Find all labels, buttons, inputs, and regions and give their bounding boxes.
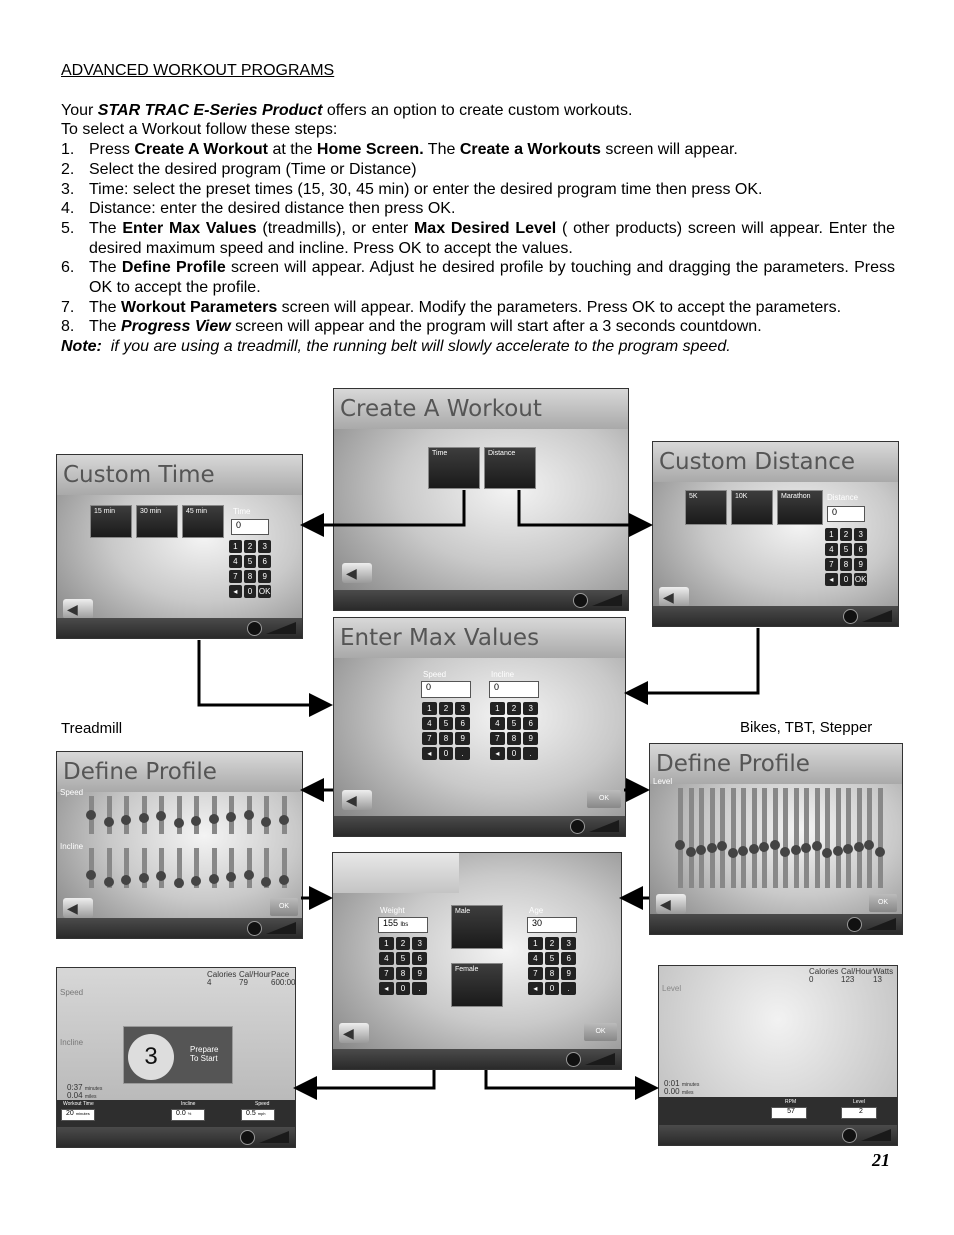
- intro-line: Your STAR TRAC E-Series Product offers an option to create custom workouts.: [61, 101, 633, 119]
- key-button[interactable]: 6: [455, 717, 470, 730]
- key-button[interactable]: 4: [229, 555, 242, 568]
- rpm-label: RPM: [785, 1099, 797, 1105]
- calories-value: 0: [809, 975, 814, 984]
- slider-knob[interactable]: [139, 813, 149, 823]
- status-bar: [57, 918, 302, 938]
- level-ctrl-field[interactable]: 2: [841, 1107, 877, 1119]
- key-button[interactable]: 5: [244, 555, 257, 568]
- calhour-label: Cal/Hour: [841, 967, 873, 976]
- key-button[interactable]: 7: [528, 967, 543, 980]
- weight-keypad: [379, 937, 427, 995]
- incline-field[interactable]: 0: [489, 681, 539, 698]
- speed-graph-label: Speed: [60, 988, 84, 997]
- key-button[interactable]: 8: [396, 967, 411, 980]
- profile-slider[interactable]: [247, 796, 252, 834]
- key-button[interactable]: 4: [528, 952, 543, 965]
- ok-button[interactable]: OK: [584, 1023, 617, 1041]
- profile-slider[interactable]: [731, 788, 736, 888]
- caption-treadmill: Treadmill: [61, 720, 123, 737]
- status-bar: [659, 1125, 897, 1145]
- slider-knob[interactable]: [244, 810, 254, 820]
- speed-ctrl-label: Speed: [255, 1101, 270, 1107]
- slider-knob[interactable]: [191, 816, 201, 826]
- key-button[interactable]: 6: [412, 952, 427, 965]
- slider-knob[interactable]: [812, 841, 822, 851]
- key-button[interactable]: 1: [229, 540, 242, 553]
- screen-title: Custom Distance: [653, 442, 898, 482]
- slider-knob[interactable]: [717, 841, 727, 851]
- control-strip: [57, 1100, 295, 1127]
- calories-label: Calories: [809, 967, 839, 976]
- status-bar: [57, 618, 302, 638]
- profile-slider[interactable]: [282, 848, 287, 888]
- slider-knob[interactable]: [675, 840, 685, 850]
- profile-slider[interactable]: [794, 788, 799, 888]
- preset-15-button[interactable]: 15 min: [90, 505, 132, 538]
- slider-knob[interactable]: [833, 846, 843, 856]
- slider-knob[interactable]: [738, 846, 748, 856]
- preset-45-button[interactable]: 45 min: [182, 505, 224, 538]
- elapsed-time: 0:01 minutes: [664, 1079, 700, 1088]
- key-button[interactable]: 7: [825, 558, 838, 571]
- workout-time-field[interactable]: 20 minutes: [61, 1109, 95, 1121]
- slider-knob[interactable]: [261, 817, 271, 827]
- page-number: 21: [872, 1150, 890, 1170]
- slider-knob[interactable]: [279, 875, 289, 885]
- status-bar: [650, 914, 902, 934]
- key-button[interactable]: 7: [490, 732, 505, 745]
- step-8: 8. The Progress View screen will appear and the program will start after a 3 seconds countdown.: [61, 318, 762, 336]
- profile-slider[interactable]: [836, 788, 841, 888]
- workout-time-label: Workout Time: [63, 1101, 94, 1107]
- age-field[interactable]: 30: [527, 917, 577, 933]
- weight-field[interactable]: 155 lbs: [378, 917, 428, 933]
- time-field[interactable]: 0: [231, 519, 269, 535]
- slider-knob[interactable]: [843, 844, 853, 854]
- key-button[interactable]: 0: [507, 747, 522, 760]
- screen-progress-bike: [658, 965, 898, 1146]
- profile-slider[interactable]: [783, 788, 788, 888]
- pace-label: Pace: [271, 970, 290, 979]
- profile-slider[interactable]: [710, 788, 715, 888]
- slider-knob[interactable]: [770, 840, 780, 850]
- key-button[interactable]: .: [561, 982, 576, 995]
- ok-button[interactable]: OK: [270, 898, 298, 916]
- distance: 0.04 miles: [67, 1091, 97, 1100]
- status-bar: [57, 1127, 295, 1147]
- profile-slider[interactable]: [804, 788, 809, 888]
- countdown-panel: [123, 1026, 233, 1084]
- screen-max-values: [333, 617, 626, 837]
- key-button[interactable]: ◂: [528, 982, 543, 995]
- incline-label: Incline: [491, 670, 515, 679]
- status-bar: [333, 1049, 621, 1069]
- key-button[interactable]: 3: [561, 937, 576, 950]
- countdown-number: 3: [128, 1034, 174, 1080]
- slider-knob[interactable]: [780, 847, 790, 857]
- slider-knob[interactable]: [226, 812, 236, 822]
- profile-slider[interactable]: [282, 796, 287, 834]
- profile-slider[interactable]: [194, 796, 199, 834]
- profile-slider[interactable]: [142, 796, 147, 834]
- profile-slider[interactable]: [815, 788, 820, 888]
- key-button[interactable]: 9: [561, 967, 576, 980]
- steps-list: [61, 140, 895, 337]
- age-label: Age: [529, 906, 544, 915]
- key-button[interactable]: 5: [545, 952, 560, 965]
- section-heading: ADVANCED WORKOUT PROGRAMS: [61, 62, 335, 79]
- slider-knob[interactable]: [174, 818, 184, 828]
- speed-label: Speed: [423, 670, 447, 679]
- profile-slider[interactable]: [177, 848, 182, 888]
- key-button[interactable]: 3: [854, 528, 867, 541]
- key-button[interactable]: ◂: [825, 573, 838, 586]
- slider-knob[interactable]: [156, 811, 166, 821]
- screen-title-bar: [333, 853, 459, 893]
- ok-button[interactable]: OK: [869, 894, 897, 912]
- key-button[interactable]: 0: [396, 982, 411, 995]
- profile-slider[interactable]: [247, 848, 252, 888]
- key-button[interactable]: 8: [507, 732, 522, 745]
- step-4: 4. Distance: enter the desired distance then press OK.: [61, 200, 456, 218]
- key-button[interactable]: 2: [439, 702, 454, 715]
- key-button[interactable]: 8: [439, 732, 454, 745]
- profile-slider[interactable]: [720, 788, 725, 888]
- screen-title: Custom Time: [57, 455, 302, 495]
- profile-slider[interactable]: [124, 796, 129, 834]
- slider-knob[interactable]: [209, 814, 219, 824]
- elapsed-time: 0:37 minutes: [67, 1083, 103, 1092]
- key-button[interactable]: 1: [422, 702, 437, 715]
- calhour-value: 79: [239, 978, 248, 987]
- key-button[interactable]: 4: [422, 717, 437, 730]
- prepare-text: Prepare To Start: [190, 1045, 219, 1063]
- male-button[interactable]: Male: [451, 905, 503, 949]
- profile-slider[interactable]: [159, 848, 164, 888]
- arrow-distance-to-max: [627, 628, 758, 693]
- key-button[interactable]: 5: [840, 543, 853, 556]
- key-button[interactable]: 2: [396, 937, 411, 950]
- step-3: 3. Time: select the preset times (15, 30, 45 min) or enter the desired program time then press OK.: [61, 180, 763, 198]
- manual-text: [61, 61, 895, 357]
- profile-slider[interactable]: [212, 848, 217, 888]
- profile-slider[interactable]: [689, 788, 694, 888]
- profile-slider[interactable]: [867, 788, 872, 888]
- profile-slider[interactable]: [177, 796, 182, 834]
- profile-slider[interactable]: [825, 788, 830, 888]
- slider-knob[interactable]: [261, 877, 271, 887]
- screen-title: Enter Max Values: [334, 618, 625, 658]
- step-2: 2. Select the desired program (Time or Distance): [61, 160, 417, 178]
- level-row-label: Level: [653, 777, 673, 786]
- distance-field[interactable]: 0: [827, 506, 865, 522]
- preset-10k-button[interactable]: 10K: [731, 490, 773, 525]
- key-button[interactable]: 5: [507, 717, 522, 730]
- key-button[interactable]: ◂: [229, 585, 242, 598]
- profile-slider[interactable]: [773, 788, 778, 888]
- profile-slider[interactable]: [212, 796, 217, 834]
- screen-define-profile-bike: [649, 743, 903, 935]
- profile-slider[interactable]: [229, 796, 234, 834]
- age-keypad: [528, 937, 576, 995]
- female-button[interactable]: Female: [451, 963, 503, 1007]
- profile-slider[interactable]: [741, 788, 746, 888]
- key-button[interactable]: 8: [840, 558, 853, 571]
- note: Note: if you are using a treadmill, the running belt will slowly accelerate to the program speed.: [61, 338, 731, 356]
- key-button[interactable]: 2: [244, 540, 257, 553]
- key-button[interactable]: 3: [412, 937, 427, 950]
- key-button[interactable]: .: [523, 747, 538, 760]
- key-button[interactable]: OK: [854, 575, 867, 584]
- slider-knob[interactable]: [104, 877, 114, 887]
- back-button[interactable]: ◀: [63, 898, 93, 918]
- weight-label: Weight: [380, 906, 405, 915]
- profile-slider[interactable]: [846, 788, 851, 888]
- distance-label: Distance: [827, 493, 859, 502]
- key-button[interactable]: 3: [258, 540, 271, 553]
- key-button[interactable]: 6: [258, 555, 271, 568]
- incline-row-label: Incline: [60, 842, 84, 851]
- control-strip: [659, 1097, 897, 1125]
- slider-knob[interactable]: [864, 840, 874, 850]
- profile-slider[interactable]: [264, 796, 269, 834]
- slider-knob[interactable]: [121, 815, 131, 825]
- slider-knob[interactable]: [696, 845, 706, 855]
- time-label: Time: [233, 507, 251, 516]
- key-button[interactable]: 9: [258, 570, 271, 583]
- step-7: 7. The Workout Parameters screen will appear. Modify the parameters. Press OK to accept the parameters.: [61, 298, 842, 316]
- profile-slider[interactable]: [264, 848, 269, 888]
- key-button[interactable]: 5: [396, 952, 411, 965]
- incline-ctrl-label: Incline: [181, 1101, 196, 1107]
- slider-knob[interactable]: [686, 847, 696, 857]
- profile-slider[interactable]: [752, 788, 757, 888]
- key-button[interactable]: 8: [545, 967, 560, 980]
- key-button[interactable]: .: [455, 747, 470, 760]
- profile-slider[interactable]: [124, 848, 129, 888]
- slider-knob[interactable]: [156, 871, 166, 881]
- key-button[interactable]: OK: [258, 587, 271, 596]
- key-button[interactable]: 0: [840, 573, 853, 586]
- slider-knob[interactable]: [759, 842, 769, 852]
- key-button[interactable]: ◂: [379, 982, 394, 995]
- preset-30-button[interactable]: 30 min: [136, 505, 178, 538]
- distance-button[interactable]: Distance: [484, 447, 536, 489]
- back-button[interactable]: ◀: [342, 563, 372, 583]
- calories-label: Calories: [207, 970, 237, 979]
- ok-button[interactable]: OK: [587, 790, 621, 808]
- screen-progress-treadmill: [56, 967, 296, 1148]
- screen-title: Define Profile: [650, 744, 902, 784]
- key-button[interactable]: 9: [854, 558, 867, 571]
- key-button[interactable]: 0: [545, 982, 560, 995]
- key-button[interactable]: 1: [528, 937, 543, 950]
- pace-value: 600:00: [271, 978, 296, 987]
- arrow-time-to-max: [199, 640, 330, 705]
- key-button[interactable]: 2: [507, 702, 522, 715]
- step-6: 6. The Define Profile screen will appear. Adjust he desired profile by touching and dragging the parameters. Press OK to accept the profile.: [61, 259, 896, 297]
- slider-knob[interactable]: [86, 810, 96, 820]
- profile-slider[interactable]: [89, 848, 94, 888]
- key-button[interactable]: 5: [439, 717, 454, 730]
- key-button[interactable]: 4: [490, 717, 505, 730]
- rpm-field: 57: [771, 1107, 807, 1119]
- profile-slider[interactable]: [89, 796, 94, 834]
- key-button[interactable]: 6: [854, 543, 867, 556]
- screen-custom-time: [56, 454, 303, 639]
- incline-graph-label: Incline: [60, 1038, 84, 1047]
- profile-slider[interactable]: [142, 848, 147, 888]
- level-graph-label: Level: [662, 984, 682, 993]
- screen-create-workout: [333, 388, 629, 611]
- back-button[interactable]: ◀: [342, 790, 372, 810]
- profile-slider[interactable]: [159, 796, 164, 834]
- key-button[interactable]: 2: [545, 937, 560, 950]
- key-button[interactable]: 7: [422, 732, 437, 745]
- profile-slider[interactable]: [678, 788, 683, 888]
- watts-label: Watts: [873, 967, 894, 976]
- preset-marathon-button[interactable]: Marathon: [777, 490, 823, 525]
- profile-slider[interactable]: [107, 848, 112, 888]
- calhour-value: 123: [841, 975, 855, 984]
- profile-slider[interactable]: [699, 788, 704, 888]
- slider-knob[interactable]: [728, 848, 738, 858]
- incline-ctrl-field[interactable]: 0.0 %: [171, 1109, 205, 1121]
- slider-knob[interactable]: [174, 878, 184, 888]
- arrow-params-to-progress-bike: [486, 1070, 656, 1088]
- slider-knob[interactable]: [875, 847, 885, 857]
- slider-knob[interactable]: [822, 848, 832, 858]
- speed-row-label: Speed: [60, 788, 84, 797]
- screen-workout-parameters: [332, 852, 622, 1070]
- key-button[interactable]: 1: [379, 937, 394, 950]
- keypad: [229, 540, 271, 598]
- key-button[interactable]: 7: [229, 570, 242, 583]
- slider-knob[interactable]: [749, 844, 759, 854]
- key-button[interactable]: .: [412, 982, 427, 995]
- key-button[interactable]: 1: [825, 528, 838, 541]
- key-button[interactable]: 9: [523, 732, 538, 745]
- key-button[interactable]: 3: [455, 702, 470, 715]
- calories-value: 4: [207, 978, 212, 987]
- step-1: 1. Press Create A Workout at the Home Screen. The Create a Workouts screen will appear.: [61, 141, 738, 159]
- screen-define-profile-treadmill: [56, 751, 303, 939]
- profile-slider[interactable]: [857, 788, 862, 888]
- slider-knob[interactable]: [226, 872, 236, 882]
- key-button[interactable]: 7: [379, 967, 394, 980]
- key-button[interactable]: 6: [523, 717, 538, 730]
- slider-knob[interactable]: [121, 875, 131, 885]
- slider-knob[interactable]: [279, 815, 289, 825]
- key-button[interactable]: ◂: [422, 747, 437, 760]
- intro-line-2: To select a Workout follow these steps:: [61, 121, 338, 139]
- screen-title: Define Profile: [57, 752, 302, 792]
- slider-knob[interactable]: [244, 870, 254, 880]
- status-bar: [653, 606, 898, 626]
- key-button[interactable]: 0: [244, 585, 257, 598]
- distance: 0.00 miles: [664, 1087, 694, 1096]
- slider-knob[interactable]: [191, 876, 201, 886]
- back-button[interactable]: ◀: [656, 894, 686, 914]
- calhour-label: Cal/Hour: [239, 970, 271, 979]
- preset-5k-button[interactable]: 5K: [685, 490, 727, 525]
- step-5: 5. The Enter Max Values (treadmills), or enter Max Desired Level ( other products) screen will appear. Enter the desired maximum speed and incline. Press OK to accept the values.: [61, 219, 896, 257]
- back-button[interactable]: ◀: [339, 1023, 369, 1043]
- speed-keypad: [422, 702, 470, 760]
- key-button[interactable]: 6: [561, 952, 576, 965]
- key-button[interactable]: 8: [244, 570, 257, 583]
- status-bar: [334, 590, 628, 610]
- key-button[interactable]: 4: [379, 952, 394, 965]
- profile-slider[interactable]: [762, 788, 767, 888]
- level-ctrl-label: Level: [853, 1099, 865, 1105]
- speed-field[interactable]: 0: [421, 681, 471, 698]
- key-button[interactable]: 2: [840, 528, 853, 541]
- slider-knob[interactable]: [791, 845, 801, 855]
- slider-knob[interactable]: [104, 817, 114, 827]
- key-button[interactable]: 3: [523, 702, 538, 715]
- screen-title: Create A Workout: [334, 389, 628, 429]
- back-button[interactable]: ◀: [659, 587, 689, 607]
- key-button[interactable]: ◂: [490, 747, 505, 760]
- key-button[interactable]: 0: [439, 747, 454, 760]
- status-bar: [334, 816, 625, 836]
- screen-custom-distance: [652, 441, 899, 627]
- slider-knob[interactable]: [209, 874, 219, 884]
- slider-knob[interactable]: [854, 842, 864, 852]
- slider-knob[interactable]: [86, 870, 96, 880]
- slider-knob[interactable]: [707, 843, 717, 853]
- incline-keypad: [490, 702, 538, 760]
- keypad: [825, 528, 867, 586]
- profile-slider[interactable]: [107, 796, 112, 834]
- profile-slider[interactable]: [194, 848, 199, 888]
- back-button[interactable]: ◀: [63, 599, 93, 619]
- slider-knob[interactable]: [801, 843, 811, 853]
- arrow-params-to-progress-tread: [296, 1070, 434, 1088]
- key-button[interactable]: 9: [412, 967, 427, 980]
- slider-knob[interactable]: [139, 873, 149, 883]
- key-button[interactable]: 9: [455, 732, 470, 745]
- watts-value: 13: [873, 975, 882, 984]
- profile-slider[interactable]: [878, 788, 883, 888]
- profile-slider[interactable]: [229, 848, 234, 888]
- caption-bikes: Bikes, TBT, Stepper: [740, 719, 873, 736]
- key-button[interactable]: 4: [825, 543, 838, 556]
- speed-ctrl-field[interactable]: 0.5 mph: [241, 1109, 275, 1121]
- time-button[interactable]: Time: [428, 447, 480, 489]
- key-button[interactable]: 1: [490, 702, 505, 715]
